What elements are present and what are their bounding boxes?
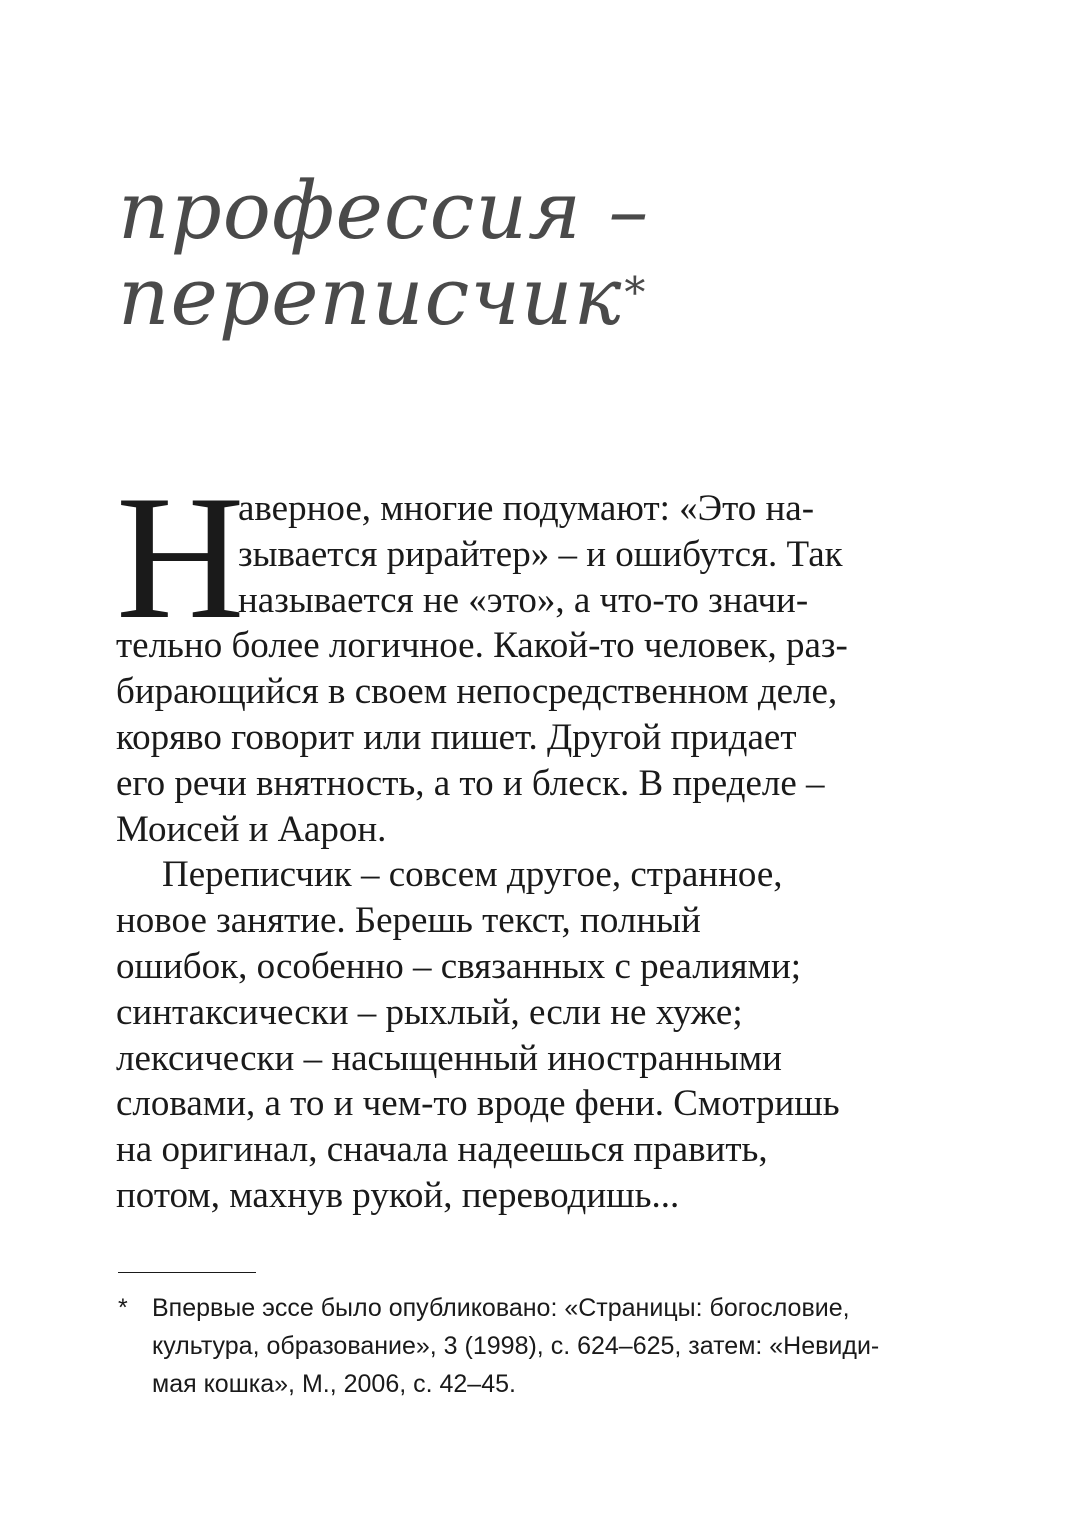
paragraph-line: ошибок, особенно – связанных с реалиями; <box>116 945 802 987</box>
paragraph-2 <box>116 852 956 1218</box>
drop-cap: Н <box>116 458 245 656</box>
paragraph-line: Моисей и Аарон. <box>116 808 387 850</box>
paragraph-line: словами, а то и чем-то вроде фени. Смотришь <box>116 1083 840 1125</box>
footnote-mark: * <box>118 1294 128 1322</box>
paragraph-line: синтаксически – рыхлый, если не хуже; <box>116 991 743 1033</box>
paragraph-line: Переписчик – совсем другое, странное, <box>162 854 783 896</box>
body-text <box>116 458 956 1219</box>
paragraph-line: на оригинал, сначала надеешься править, <box>116 1129 768 1171</box>
footnote-line: мая кошка», М., 2006, с. 42–45. <box>152 1370 516 1398</box>
paragraph-line: его речи внятность, а то и блеск. В пределе – <box>116 762 825 804</box>
paragraph-line: зывается рирайтер» – и ошибутся. Так <box>238 533 843 575</box>
footnote-reference-asterisk: * <box>624 268 647 317</box>
paragraph-line: аверное, многие подумают: «Это на- <box>238 488 815 529</box>
paragraph-line: называется не «это», а что-то значи- <box>238 579 809 621</box>
chapter-title-line-1: профессия – <box>118 164 650 257</box>
footnote-line: Впервые эссе было опубликовано: «Страницы: богословие, <box>152 1294 850 1322</box>
footnote-divider <box>118 1272 256 1273</box>
paragraph-line: новое занятие. Берешь текст, полный <box>116 900 701 942</box>
chapter-title-line-2 <box>118 250 818 343</box>
paragraph-line: коряво говорит или пишет. Другой придает <box>116 716 797 758</box>
chapter-title <box>118 164 818 343</box>
footnote-line: культура, образование», 3 (1998), с. 624–625, затем: «Невиди- <box>152 1332 880 1360</box>
chapter-title-line-2-text: переписчик <box>118 250 623 343</box>
paragraph-line: лексически – насыщенный иностранными <box>116 1037 782 1079</box>
paragraph-line: бирающийся в своем непосредственном деле, <box>116 671 838 713</box>
footnote-text <box>152 1289 879 1403</box>
paragraph-line: тельно более логичное. Какой-то человек, раз- <box>116 625 848 667</box>
paragraph-line: потом, махнув рукой, переводишь... <box>116 1174 680 1216</box>
